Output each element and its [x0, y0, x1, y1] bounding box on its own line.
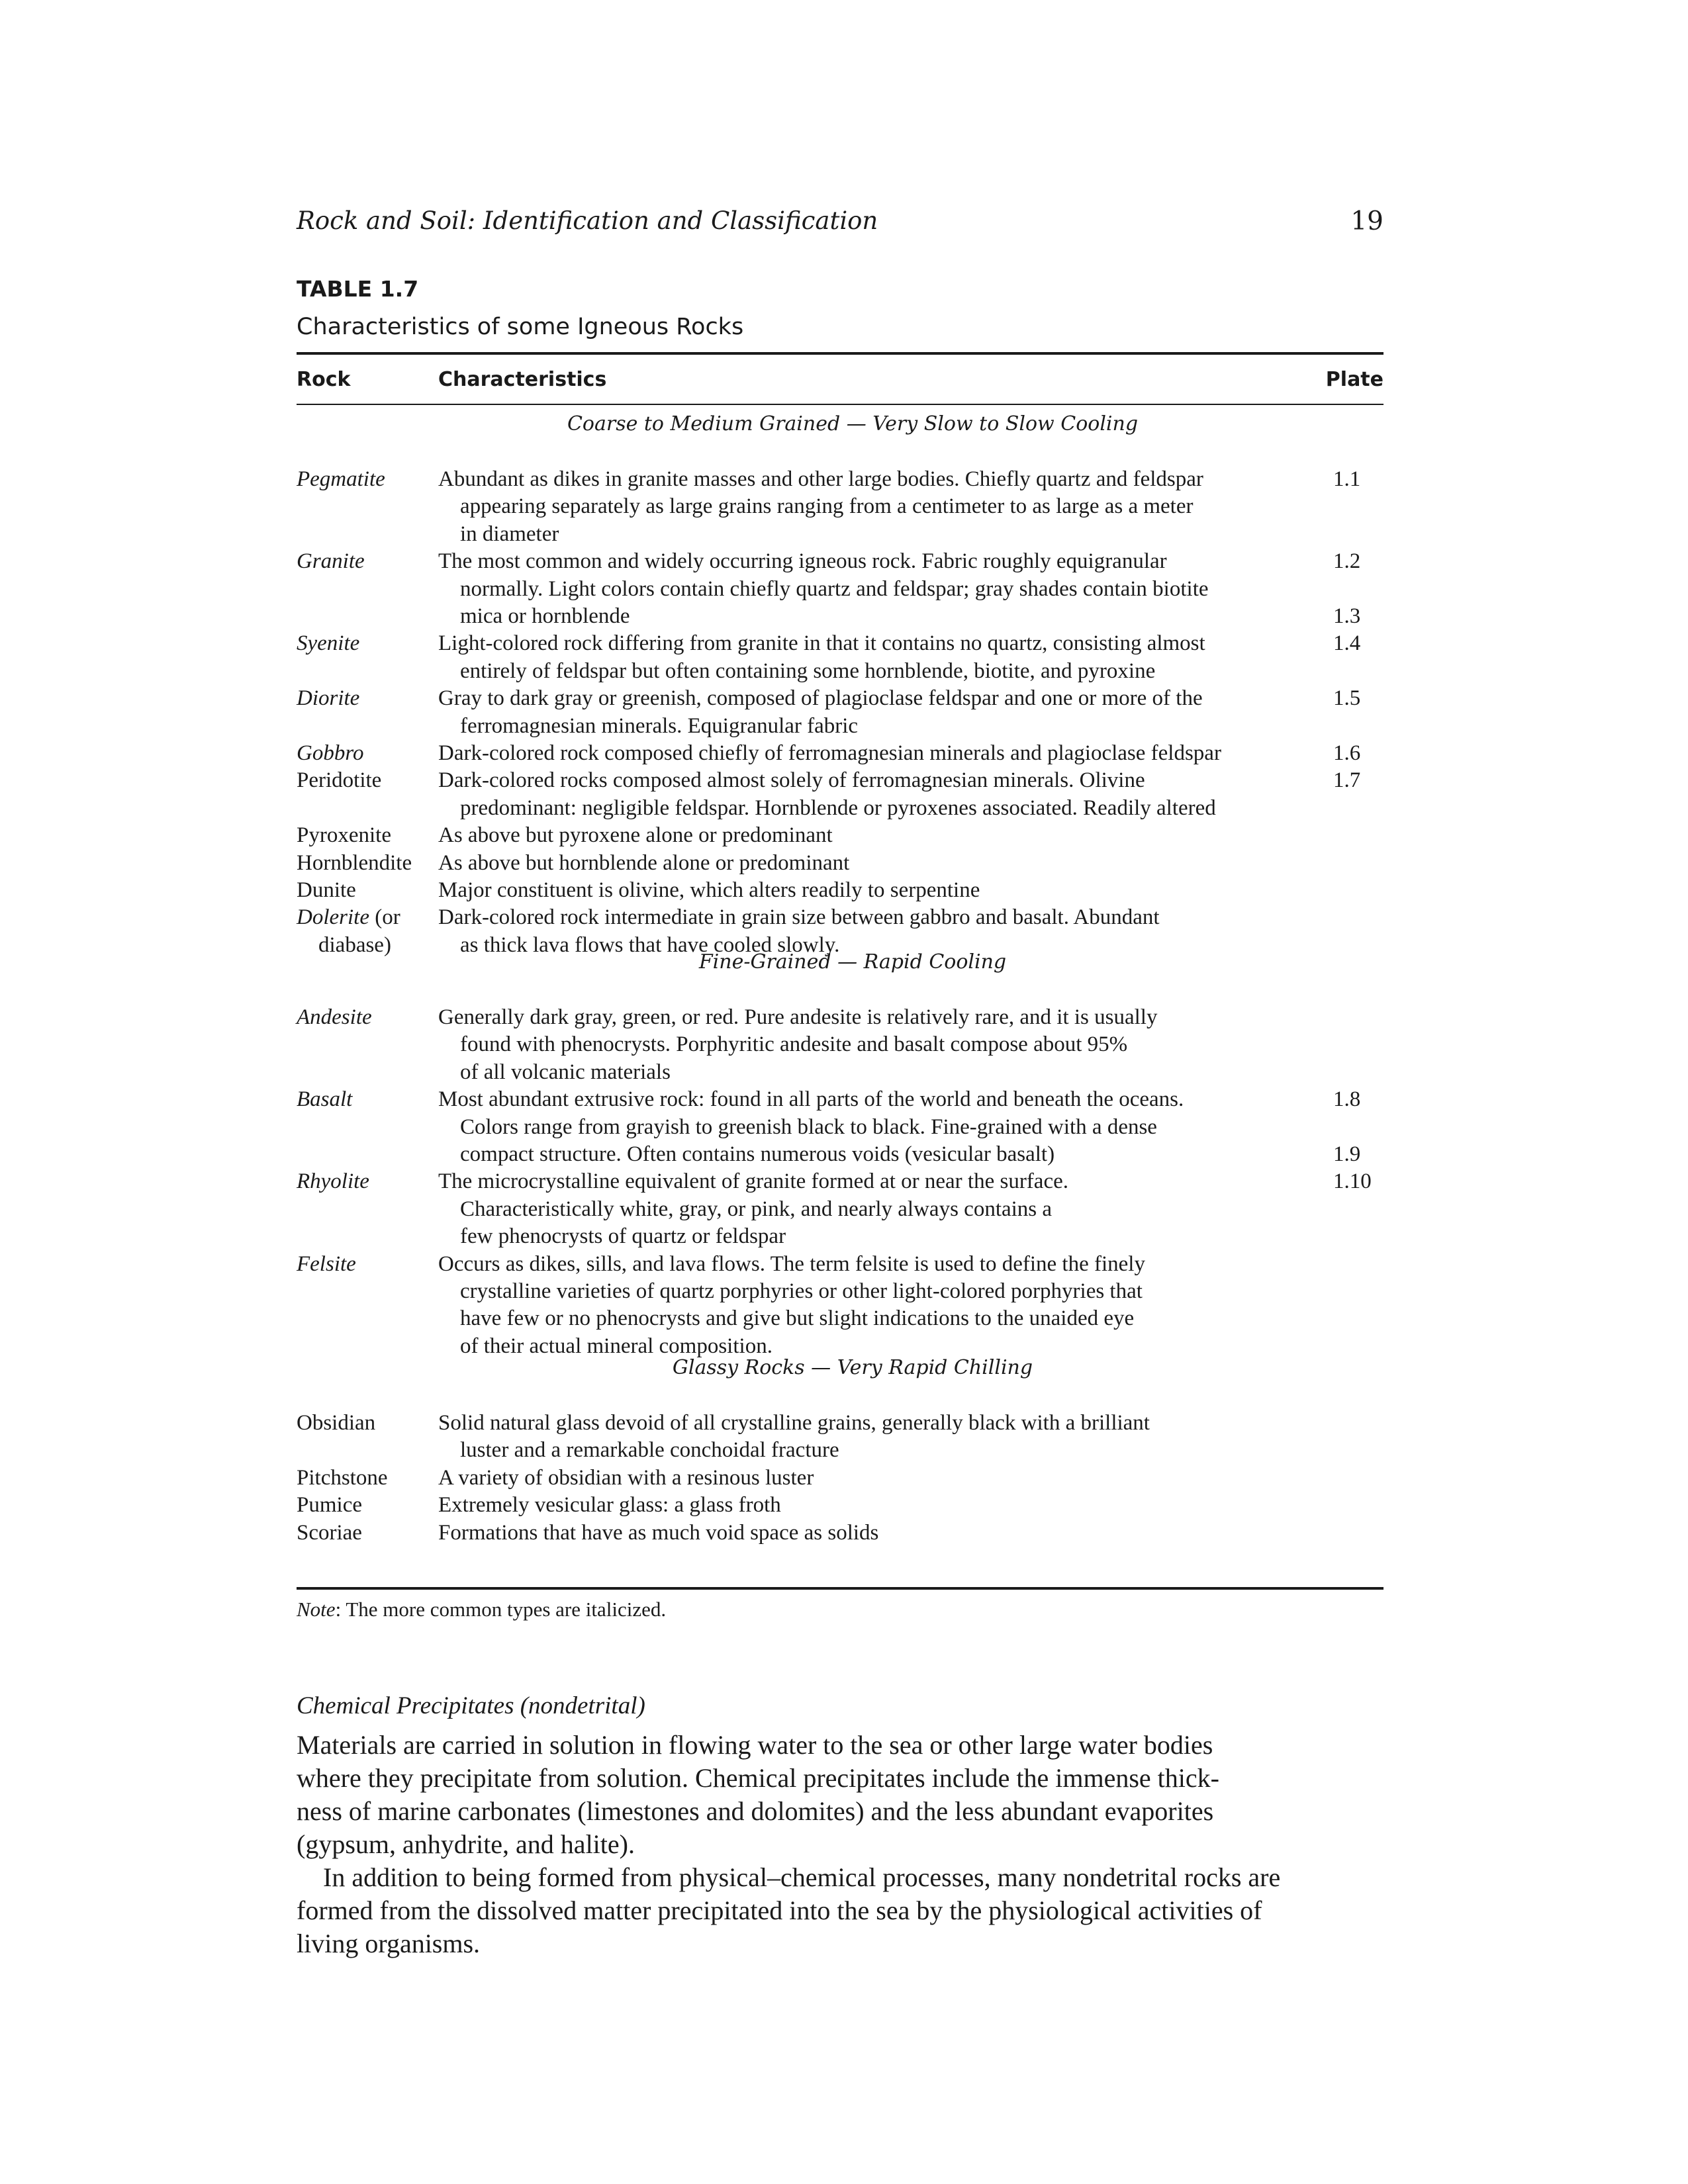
- characteristics-line: normally. Light colors contain chiefly quartz and feldspar; gray shades contain biotite: [460, 576, 1209, 601]
- characteristics-line: luster and a remarkable conchoidal fracture: [460, 1438, 839, 1463]
- page-number: 19: [1350, 206, 1383, 236]
- plate-number: [1333, 713, 1383, 740]
- plate-number: [1333, 877, 1383, 904]
- plate-numbers: [1333, 1004, 1383, 1086]
- rock-characteristics: [438, 1410, 1299, 1465]
- plate-number: [1333, 493, 1383, 520]
- plate-number: [1333, 1031, 1383, 1058]
- plate-number: [1333, 932, 1383, 959]
- characteristics-line: Formations that have as much void space as solids: [438, 1520, 879, 1545]
- characteristics-line: Extremely vesicular glass: a glass froth: [438, 1493, 781, 1518]
- characteristics-line: Generally dark gray, green, or red. Pure andesite is relatively rare, and it is usually: [438, 1005, 1158, 1029]
- rock-name: Pegmatite: [297, 467, 385, 491]
- plate-number: [1333, 1305, 1383, 1332]
- plate-numbers: [1333, 822, 1383, 849]
- rock-name: Granite: [297, 549, 365, 574]
- rock-name: Pyroxenite: [297, 823, 391, 848]
- plate-number: [1333, 1410, 1383, 1437]
- plate-number: [1333, 1223, 1383, 1250]
- column-header-plate: Plate: [1325, 368, 1383, 391]
- plate-number: [1333, 1278, 1383, 1305]
- plate-number: [1333, 850, 1383, 877]
- section-heading: Chemical Precipitates (nondetrital): [297, 1692, 645, 1719]
- plate-number: 1.7: [1333, 768, 1361, 793]
- rock-characteristics: [438, 767, 1299, 822]
- characteristics-line: of all volcanic materials: [460, 1060, 671, 1084]
- characteristics-line: Solid natural glass devoid of all crystalline grains, generally black with a brilliant: [438, 1411, 1150, 1435]
- characteristics-line: Gray to dark gray or greenish, composed of plagioclase feldspar and one or more of the: [438, 686, 1203, 711]
- characteristics-line: few phenocrysts of quartz or feldspar: [460, 1224, 786, 1249]
- rock-characteristics: [438, 1492, 1299, 1519]
- rock-name: Obsidian: [297, 1411, 376, 1435]
- characteristics-line: compact structure. Often contains numerous voids (vesicular basalt): [460, 1142, 1055, 1166]
- plate-numbers: [1333, 1251, 1383, 1361]
- plate-number: 1.2: [1333, 549, 1361, 574]
- rock-name: Gobbro: [297, 741, 364, 765]
- rock-name: Pumice: [297, 1493, 362, 1518]
- plate-numbers: [1333, 1086, 1383, 1168]
- plate-number: 1.10: [1333, 1169, 1372, 1194]
- plate-numbers: [1333, 630, 1383, 685]
- plate-number: [1333, 1333, 1383, 1360]
- rock-characteristics: [438, 740, 1299, 767]
- characteristics-line: ferromagnesian minerals. Equigranular fabric: [460, 713, 859, 738]
- rock-name: Dolerite (or diabase): [297, 905, 400, 957]
- plate-number: 1.8: [1333, 1087, 1361, 1112]
- characteristics-line: Dark-colored rocks composed almost solely of ferromagnesian minerals. Olivine: [438, 768, 1145, 793]
- characteristics-line: A variety of obsidian with a resinous luster: [438, 1465, 814, 1490]
- plate-number: 1.3: [1333, 604, 1361, 628]
- paragraph-line: living organisms.: [297, 1929, 481, 1958]
- rock-characteristics: [438, 822, 1299, 849]
- characteristics-line: As above but hornblende alone or predominant: [438, 850, 850, 875]
- plate-numbers: [1333, 548, 1383, 630]
- plate-numbers: [1333, 685, 1383, 740]
- table-bottom-rule: [297, 1587, 1383, 1590]
- plate-numbers: [1333, 850, 1383, 877]
- rock-characteristics: [438, 1004, 1299, 1086]
- plate-numbers: [1333, 1465, 1383, 1492]
- plate-number: [1333, 1114, 1383, 1141]
- paragraph-2: [297, 1861, 1383, 1960]
- rock-name: Andesite: [297, 1005, 372, 1029]
- table-header-rule: [297, 404, 1383, 405]
- rock-name: Dunite: [297, 878, 356, 902]
- characteristics-line: Abundant as dikes in granite masses and other large bodies. Chiefly quartz and feldspar: [438, 467, 1203, 491]
- plate-numbers: [1333, 466, 1383, 548]
- paragraph-line: ness of marine carbonates (limestones and dolomites) and the less abundant evaporites: [297, 1796, 1214, 1826]
- table-caption: Characteristics of some Igneous Rocks: [297, 314, 744, 340]
- rock-characteristics: [438, 1465, 1299, 1492]
- rock-name: Peridotite: [297, 768, 382, 793]
- paragraph-line: Materials are carried in solution in flowing water to the sea or other large water bodies: [297, 1730, 1213, 1760]
- characteristics-line: The most common and widely occurring igneous rock. Fabric roughly equigranular: [438, 549, 1167, 574]
- characteristics-line: appearing separately as large grains ranging from a centimeter to as large as a meter: [460, 494, 1194, 519]
- characteristics-line: entirely of feldspar but often containing some hornblende, biotite, and pyroxine: [460, 659, 1156, 683]
- running-head: [297, 206, 1383, 246]
- plate-numbers: [1333, 1168, 1383, 1250]
- rock-characteristics: [438, 1520, 1299, 1547]
- plate-number: [1333, 1004, 1383, 1031]
- plate-number: [1333, 1251, 1383, 1278]
- rock-name: Diorite: [297, 686, 360, 711]
- characteristics-line: have few or no phenocrysts and give but slight indications to the unaided eye: [460, 1306, 1135, 1331]
- column-header-characteristics: Characteristics: [438, 368, 607, 391]
- plate-number: [1333, 1196, 1383, 1223]
- rock-characteristics: [438, 548, 1299, 630]
- rock-characteristics: [438, 850, 1299, 877]
- plate-number: [1333, 1465, 1383, 1492]
- characteristics-line: Colors range from grayish to greenish black to black. Fine-grained with a dense: [460, 1115, 1157, 1139]
- table-top-rule: [297, 352, 1383, 355]
- characteristics-line: found with phenocrysts. Porphyritic andesite and basalt compose about 95%: [460, 1032, 1128, 1057]
- plate-numbers: [1333, 740, 1383, 767]
- rock-characteristics: [438, 877, 1299, 904]
- plate-number: [1333, 904, 1383, 931]
- rock-characteristics: [438, 1251, 1299, 1361]
- characteristics-line: Major constituent is olivine, which alters readily to serpentine: [438, 878, 980, 902]
- plate-numbers: [1333, 877, 1383, 904]
- plate-number: 1.4: [1333, 631, 1361, 656]
- plate-number: 1.5: [1333, 686, 1361, 711]
- plate-numbers: [1333, 1492, 1383, 1519]
- group-heading: Fine-Grained — Rapid Cooling: [698, 950, 1007, 974]
- plate-number: [1333, 658, 1383, 685]
- group-heading: Glassy Rocks — Very Rapid Chilling: [672, 1356, 1033, 1379]
- characteristics-line: Dark-colored rock intermediate in grain size between gabbro and basalt. Abundant: [438, 905, 1160, 930]
- plate-numbers: [1333, 1520, 1383, 1547]
- plate-numbers: [1333, 767, 1383, 822]
- rock-characteristics: [438, 1086, 1299, 1168]
- plate-numbers: [1333, 1410, 1383, 1465]
- characteristics-line: as thick lava flows that have cooled slowly.: [460, 933, 840, 957]
- rock-characteristics: [438, 1168, 1299, 1250]
- characteristics-line: of their actual mineral composition.: [460, 1334, 773, 1358]
- plate-number: [1333, 576, 1383, 603]
- paragraph-line: (gypsum, anhydrite, and halite).: [297, 1829, 635, 1859]
- plate-number: [1333, 822, 1383, 849]
- characteristics-line: Occurs as dikes, sills, and lava flows. The term felsite is used to define the finely: [438, 1251, 1145, 1276]
- paragraph-line: where they precipitate from solution. Chemical precipitates include the immense thick-: [297, 1763, 1219, 1793]
- rock-name: Syenite: [297, 631, 360, 656]
- plate-numbers: [1333, 904, 1383, 959]
- plate-number: 1.9: [1333, 1142, 1361, 1166]
- plate-number: [1333, 1492, 1383, 1519]
- characteristics-line: predominant: negligible feldspar. Hornblende or pyroxenes associated. Readily altered: [460, 796, 1216, 820]
- rock-name: Rhyolite: [297, 1169, 369, 1194]
- plate-number: [1333, 795, 1383, 822]
- characteristics-line: in diameter: [460, 522, 559, 546]
- rock-name: Scoriae: [297, 1520, 362, 1545]
- plate-number: [1333, 1520, 1383, 1547]
- note-label: Note: [297, 1598, 336, 1621]
- group-heading: Coarse to Medium Grained — Very Slow to Slow Cooling: [567, 412, 1139, 435]
- rock-name: Pitchstone: [297, 1465, 388, 1490]
- paragraph-line: In addition to being formed from physical–chemical processes, many nondetrital rocks are: [323, 1862, 1281, 1892]
- characteristics-line: Light-colored rock differing from granite in that it contains no quartz, consisting almost: [438, 631, 1205, 656]
- plate-number: 1.6: [1333, 741, 1361, 765]
- plate-number: 1.1: [1333, 467, 1361, 491]
- table-label: TABLE 1.7: [297, 276, 419, 302]
- running-title: Rock and Soil: Identification and Classification: [297, 206, 878, 235]
- paragraph-line: formed from the dissolved matter precipitated into the sea by the physiological activities of: [297, 1895, 1262, 1925]
- rock-characteristics: [438, 685, 1299, 740]
- plate-number: [1333, 521, 1383, 548]
- rock-name: Felsite: [297, 1251, 356, 1276]
- characteristics-line: Dark-colored rock composed chiefly of ferromagnesian minerals and plagioclase feldspar: [438, 741, 1221, 765]
- table-note: [297, 1595, 666, 1624]
- plate-number: [1333, 1059, 1383, 1086]
- characteristics-line: As above but pyroxene alone or predominant: [438, 823, 833, 848]
- rock-name: Hornblendite: [297, 850, 412, 875]
- note-text: : The more common types are italicized.: [335, 1598, 667, 1621]
- paragraph-1: [297, 1729, 1383, 1861]
- column-header-rock: Rock: [297, 368, 351, 391]
- plate-number: [1333, 1437, 1383, 1464]
- characteristics-line: Characteristically white, gray, or pink, and nearly always contains a: [460, 1197, 1053, 1221]
- characteristics-line: mica or hornblende: [460, 604, 630, 628]
- characteristics-line: The microcrystalline equivalent of granite formed at or near the surface.: [438, 1169, 1068, 1194]
- rock-characteristics: [438, 630, 1299, 685]
- characteristics-line: Most abundant extrusive rock: found in all parts of the world and beneath the oceans.: [438, 1087, 1184, 1112]
- characteristics-line: crystalline varieties of quartz porphyries or other light-colored porphyries that: [460, 1279, 1143, 1303]
- rock-name: Basalt: [297, 1087, 353, 1112]
- rock-characteristics: [438, 466, 1299, 548]
